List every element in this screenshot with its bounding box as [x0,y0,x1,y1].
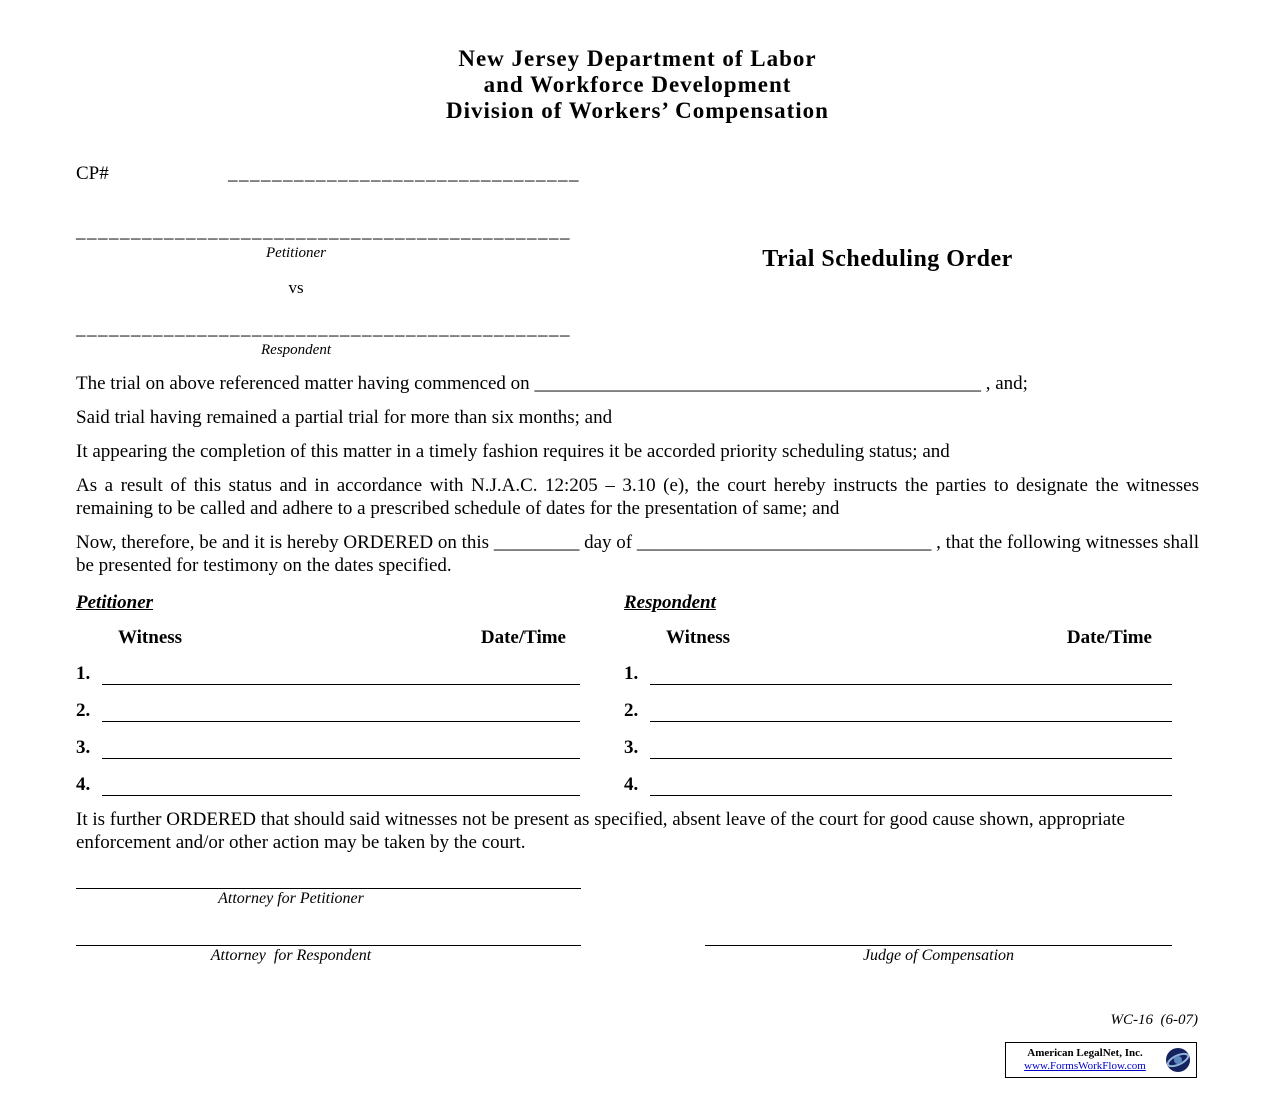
witness-column-header: Witness [666,627,731,648]
cp-label: CP# [76,163,109,184]
paragraph-commenced [76,372,1199,395]
respondent-witness-1-field[interactable] [650,659,1172,685]
cp-number-field[interactable]: ________________________________ [228,163,580,184]
table-row [76,696,580,722]
paragraph-njac-rule: As a result of this status and in accordance with N.J.A.C. 12:205 – 3.10 (e), the court hereby instructs the parties to designate the witnesses remaining to be called and adhere to a prescribed schedule of dates for the presentation of same; and [76,475,1199,519]
table-row [76,770,580,796]
respondent-witness-2-field[interactable] [650,696,1172,722]
petitioner-label: Petitioner [266,245,326,261]
datetime-column-header: Date/Time [1066,627,1152,648]
order-day-field[interactable]: _________ [493,532,580,553]
form-header [76,46,1199,124]
header-line-3: Division of Workers’ Compensation [446,98,829,123]
paragraph-partial-trial: Said trial having remained a partial trial for more than six months; and [76,407,613,428]
table-row [76,659,580,685]
petitioner-table-headers [76,626,580,649]
order-month-field[interactable]: _______________________________ [636,532,932,553]
party-caption [76,220,576,360]
row-number: 4. [624,774,639,795]
table-row [624,733,1172,759]
caption-block [76,220,1199,360]
attorney-respondent-signature-block [76,945,581,966]
witness-section [76,591,1199,796]
cp-row [76,162,1199,186]
ordered-text-post: , that the following witnesses shall be presented for testimony on the dates specified. [76,532,1200,576]
paragraph-enforcement: It is further ORDERED that should said witnesses not be present as specified, absent leave of the court for good cause shown, appropriate enforcement and/or other action may be taken by the court. [76,809,1125,853]
row-number: 2. [624,700,639,721]
respondent-name-field[interactable]: _____________________________________________ [76,318,571,339]
table-row [76,733,580,759]
respondent-witness-3-field[interactable] [650,733,1172,759]
paragraph-priority-status: It appearing the completion of this matter in a timely fashion requires it be accorded priority scheduling status; and [76,441,950,462]
signature-row [76,945,1199,966]
paragraph-commenced-suffix: , and; [985,373,1028,394]
row-number: 1. [76,663,91,684]
respondent-table-headers [624,626,1172,649]
header-line-2: and Workforce Development [483,72,792,97]
judge-signature-block [705,945,1172,966]
legalnet-badge [1005,1042,1197,1078]
ordered-text-pre: Now, therefore, be and it is hereby ORDERED on this [76,532,490,553]
respondent-witness-4-field[interactable] [650,770,1172,796]
row-number: 4. [76,774,91,795]
attorney-petitioner-signature-block [76,888,581,909]
paragraph-commenced-text: The trial on above referenced matter having commenced on [76,373,530,394]
order-title-area [576,220,1199,360]
petitioner-witness-table [76,591,580,796]
judge-label: Judge of Compensation [862,947,1015,964]
petitioner-witness-4-field[interactable] [102,770,580,796]
petitioner-witness-2-field[interactable] [102,696,580,722]
vs-label: vs [288,278,304,297]
row-number: 1. [624,663,639,684]
respondent-witness-table [624,591,1172,796]
legalnet-text [1011,1047,1159,1073]
witness-column-header: Witness [118,627,183,648]
legalnet-globe-icon [1165,1047,1191,1073]
attorney-petitioner-label: Attorney for Petitioner [218,890,364,907]
legalnet-company-name: American LegalNet, Inc. [1027,1047,1143,1059]
petitioner-witness-1-field[interactable] [102,659,580,685]
petitioner-table-heading: Petitioner [76,592,154,613]
table-row [624,770,1172,796]
form-number: WC-16 (6-07) [1110,1012,1198,1028]
commenced-date-field[interactable]: _______________________________________________ [534,373,981,394]
respondent-label: Respondent [261,342,331,358]
row-number: 3. [76,737,91,758]
attorney-respondent-label: Attorney for Respondent [210,947,372,964]
table-row [624,659,1172,685]
petitioner-name-field[interactable]: _____________________________________________ [76,221,571,242]
order-title: Trial Scheduling Order [762,246,1013,272]
respondent-table-heading: Respondent [624,592,716,613]
row-number: 2. [76,700,91,721]
datetime-column-header: Date/Time [480,627,566,648]
row-number: 3. [624,737,639,758]
petitioner-witness-3-field[interactable] [102,733,580,759]
paragraph-ordered [76,531,1199,577]
legalnet-link[interactable]: www.FormsWorkFlow.com [1024,1060,1146,1072]
header-line-1: New Jersey Department of Labor [458,46,817,71]
ordered-text-mid: day of [584,532,633,553]
table-row [624,696,1172,722]
